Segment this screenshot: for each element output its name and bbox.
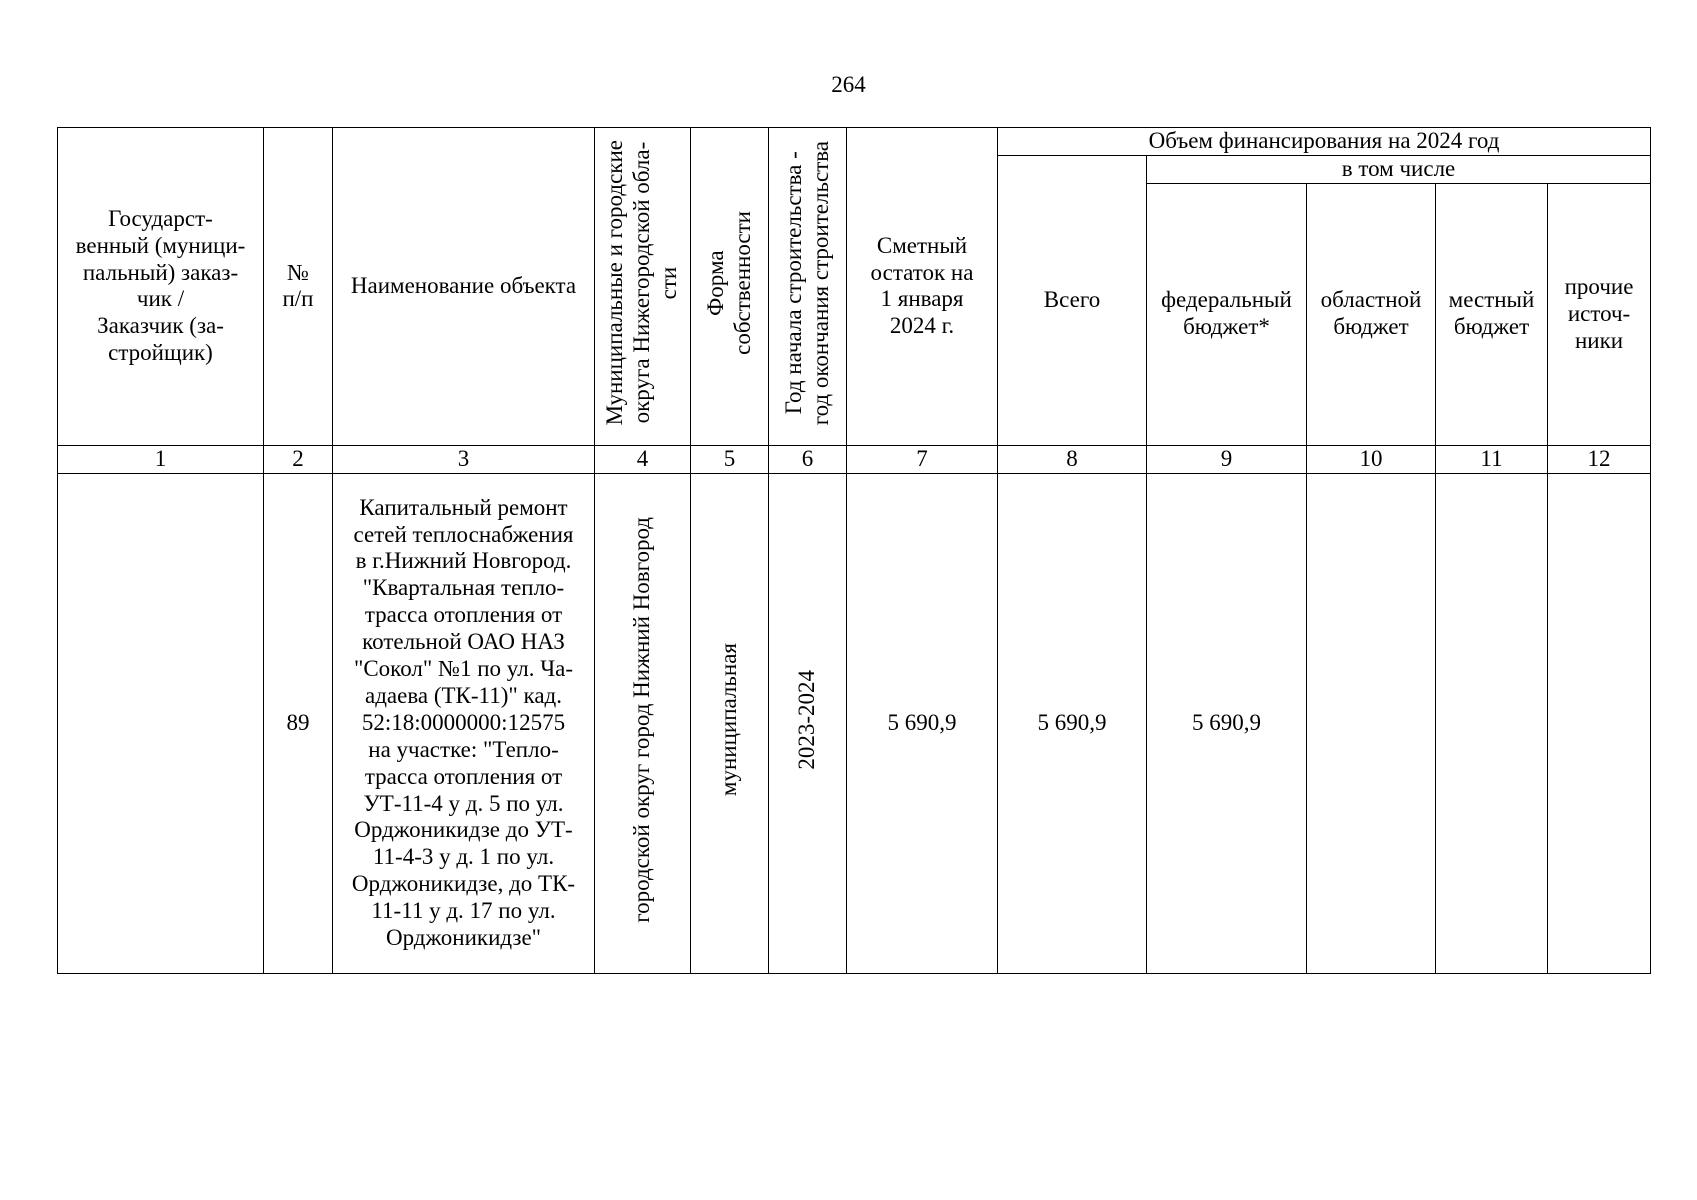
cell-years: 2023-2024	[794, 670, 820, 770]
header-total: Всего	[998, 155, 1147, 445]
cell-other	[1548, 473, 1651, 973]
header-ownership-cell	[691, 128, 769, 446]
header-other: прочие источ- ники	[1548, 183, 1651, 445]
cell-regional	[1307, 473, 1436, 973]
cell-municipality-wrap	[595, 473, 691, 973]
cell-years-wrap	[769, 473, 847, 973]
cell-number: 89	[264, 473, 333, 973]
financing-table	[57, 127, 1651, 974]
cell-estimate-balance: 5 690,9	[847, 473, 998, 973]
column-number: 11	[1436, 445, 1548, 473]
column-number: 5	[691, 445, 769, 473]
column-number: 1	[58, 445, 264, 473]
header-number: № п/п	[264, 128, 333, 446]
header-funding-group: Объем финансирования на 2024 год	[998, 128, 1651, 156]
header-estimate-balance: Сметный остаток на 1 января 2024 г.	[847, 128, 998, 446]
header-years-cell	[769, 128, 847, 446]
column-numbers-row	[58, 445, 1651, 473]
header-municipality-cell	[595, 128, 691, 446]
header-object-name: Наименование объекта	[333, 128, 595, 446]
table-row	[58, 473, 1651, 973]
column-number: 4	[595, 445, 691, 473]
page-number: 264	[831, 72, 866, 97]
cell-total: 5 690,9	[998, 473, 1147, 973]
cell-object-name: Капитальный ремонт сетей теплоснабжения в г.Нижний Новгород. "Квартальная тепло- трасса отопления от котельной ОАО НАЗ "Сокол" №1 по ул. Ча- адаева (ТК-11)" кад. 52:18:0000000:12575 на участке: "Тепло- трасса отопления от УТ-11-4 у д. 5 по ул. Орджоникидзе до УТ- 11-4-3 у д. 1 по ул. Орджоникидзе, до ТК- 11-11 у д. 17 по ул. Орджоникидзе"	[351, 494, 576, 951]
header-including: в том числе	[1147, 155, 1651, 183]
cell-customer	[58, 473, 264, 973]
column-number: 10	[1307, 445, 1436, 473]
cell-federal: 5 690,9	[1147, 473, 1307, 973]
column-number: 7	[847, 445, 998, 473]
cell-local	[1436, 473, 1548, 973]
column-number: 2	[264, 445, 333, 473]
cell-ownership-wrap	[691, 473, 769, 973]
column-number: 3	[333, 445, 595, 473]
header-federal: федеральный бюджет*	[1147, 183, 1307, 445]
column-number: 12	[1548, 445, 1651, 473]
header-customer: Государст- венный (муници- пальный) заказ- чик / Заказчик (за- стройщик)	[58, 128, 264, 446]
header-regional: областной бюджет	[1307, 183, 1436, 445]
header-local: местный бюджет	[1436, 183, 1548, 445]
header-ownership: Форма собственности	[702, 211, 755, 355]
column-number: 8	[998, 445, 1147, 473]
header-municipality: Муниципальные и городские округа Нижегородской обла- сти	[602, 140, 681, 426]
header-years: Год начала строительства - год окончания строительства	[780, 140, 833, 426]
column-number: 9	[1147, 445, 1307, 473]
cell-object-name-wrap	[333, 473, 595, 973]
cell-municipality: городской округ город Нижний Новгород	[629, 516, 655, 923]
cell-ownership: муниципальная	[716, 643, 742, 797]
column-number: 6	[769, 445, 847, 473]
